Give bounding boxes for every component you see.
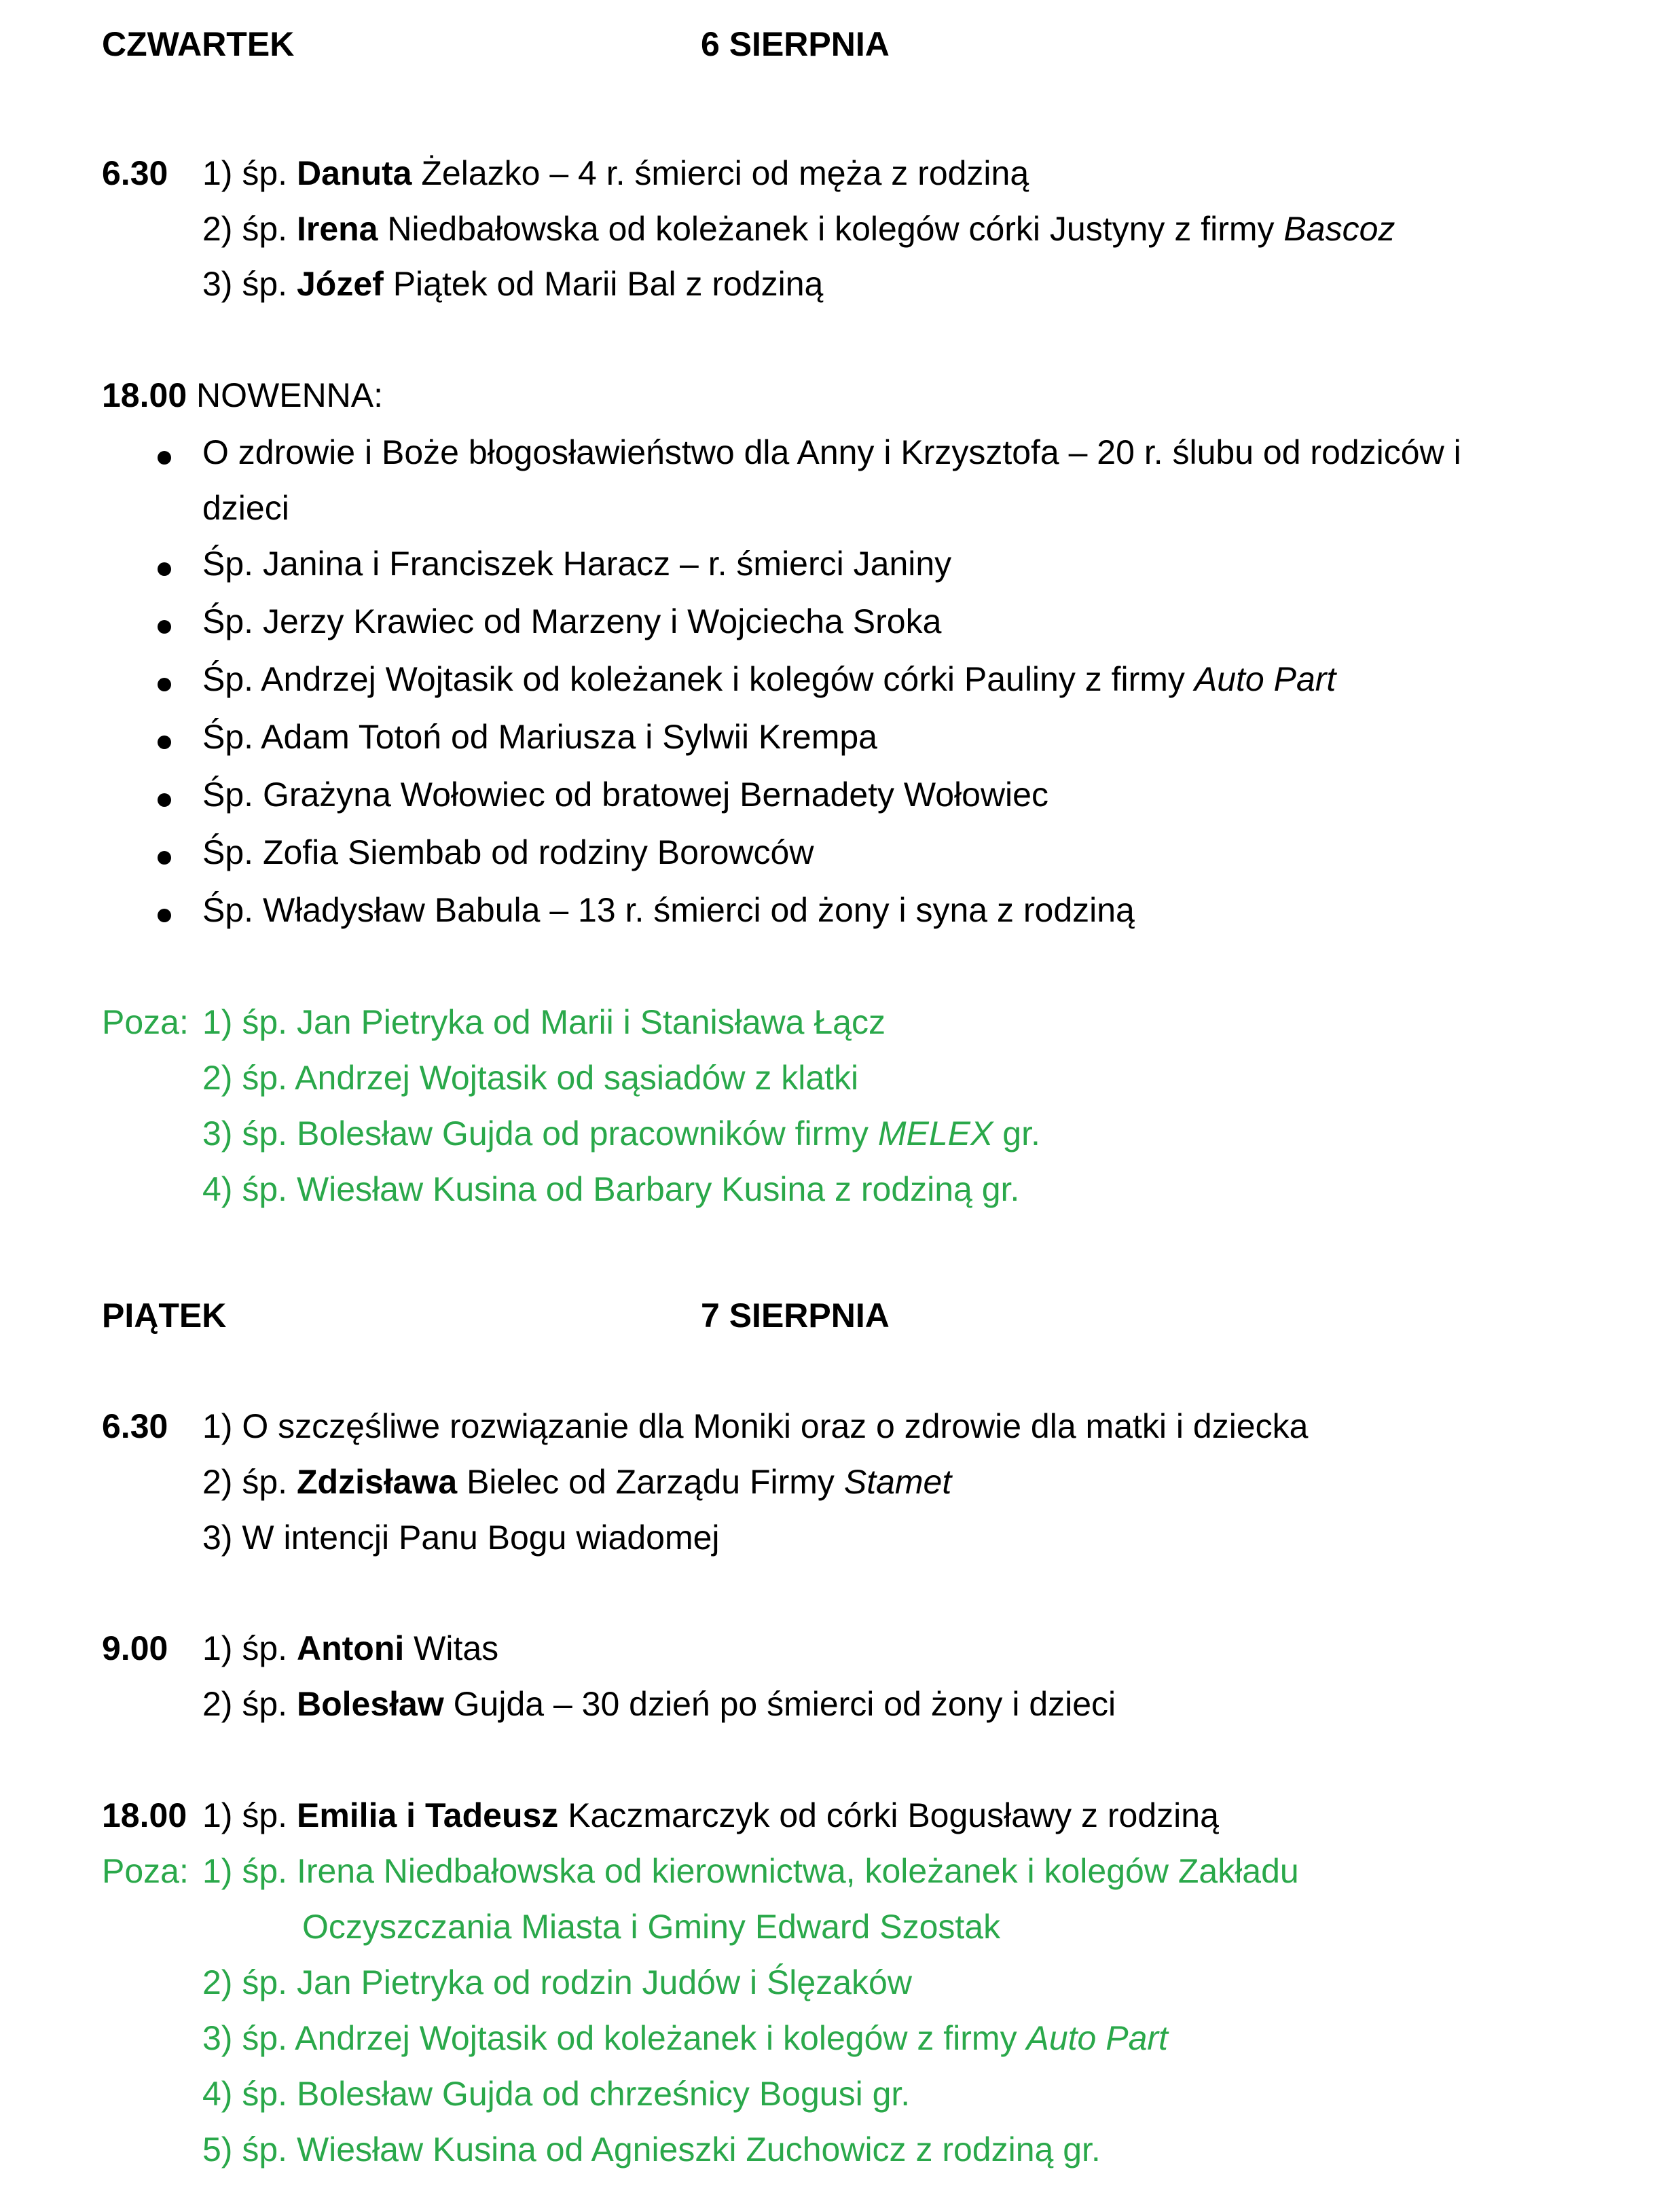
- mass-time-novena: 18.00 NOWENNA:: [102, 376, 384, 414]
- intention-line: 1) śp. Danuta Żelazko – 4 r. śmierci od męża z rodziną: [202, 154, 1029, 192]
- mass-time: 6.30: [102, 154, 168, 192]
- bullet-icon: [158, 909, 171, 922]
- novena-item: Śp. Grażyna Wołowiec od bratowej Bernadety Wołowiec: [202, 776, 1048, 814]
- intention-line: 1) O szczęśliwe rozwiązanie dla Moniki oraz o zdrowie dla matki i dziecka: [202, 1407, 1309, 1445]
- poza-item: 4) śp. Bolesław Gujda od chrześnicy Bogusi gr.: [202, 2075, 911, 2113]
- poza-item-continuation: Oczyszczania Miasta i Gminy Edward Szostak: [302, 1908, 1001, 1946]
- bullet-icon: [158, 736, 171, 749]
- bullet-icon: [158, 851, 171, 865]
- mass-time: 6.30: [102, 1407, 168, 1445]
- date-heading: 7 SIERPNIA: [701, 1296, 890, 1335]
- poza-item: 2) śp. Jan Pietryka od rodzin Judów i Ślęzaków: [202, 1963, 912, 2001]
- poza-item: 3) śp. Bolesław Gujda od pracowników firmy MELEX gr.: [202, 1114, 1040, 1153]
- poza-label: Poza:: [102, 1852, 189, 1890]
- poza-item: 4) śp. Wiesław Kusina od Barbary Kusina z rodziną gr.: [202, 1170, 1020, 1208]
- mass-time: 9.00: [102, 1629, 168, 1667]
- bullet-icon: [158, 562, 171, 576]
- bullet-icon: [158, 451, 171, 465]
- date-heading: 6 SIERPNIA: [701, 25, 890, 63]
- novena-item: Śp. Adam Totoń od Mariusza i Sylwii Krempa: [202, 718, 877, 756]
- poza-item: 2) śp. Andrzej Wojtasik od sąsiadów z klatki: [202, 1059, 859, 1097]
- poza-item: 3) śp. Andrzej Wojtasik od koleżanek i kolegów z firmy Auto Part: [202, 2019, 1168, 2057]
- novena-item: Śp. Andrzej Wojtasik od koleżanek i kolegów córki Pauliny z firmy Auto Part: [202, 660, 1336, 698]
- bullet-icon: [158, 620, 171, 634]
- intention-line: 3) śp. Józef Piątek od Marii Bal z rodziną: [202, 265, 824, 303]
- bullet-icon: [158, 678, 171, 691]
- poza-label: Poza:: [102, 1003, 189, 1041]
- intention-line: 3) W intencji Panu Bogu wiadomej: [202, 1519, 720, 1557]
- bullet-icon: [158, 793, 171, 807]
- poza-item: 1) śp. Irena Niedbałowska od kierownictwa, koleżanek i kolegów Zakładu: [202, 1852, 1299, 1890]
- intention-line: 2) śp. Zdzisława Bielec od Zarządu Firmy Stamet: [202, 1463, 952, 1501]
- poza-item: 1) śp. Jan Pietryka od Marii i Stanisława Łącz: [202, 1003, 885, 1041]
- intention-line: 1) śp. Emilia i Tadeusz Kaczmarczyk od córki Bogusławy z rodziną: [202, 1796, 1219, 1834]
- novena-item: Śp. Zofia Siembab od rodziny Borowców: [202, 833, 814, 871]
- day-heading: CZWARTEK: [102, 25, 295, 63]
- novena-item: Śp. Władysław Babula – 13 r. śmierci od żony i syna z rodziną: [202, 891, 1135, 929]
- novena-item: Śp. Jerzy Krawiec od Marzeny i Wojciecha Sroka: [202, 602, 942, 640]
- intention-line: 1) śp. Antoni Witas: [202, 1629, 499, 1667]
- day-heading: PIĄTEK: [102, 1296, 227, 1335]
- intention-line: 2) śp. Irena Niedbałowska od koleżanek i kolegów córki Justyny z firmy Bascoz: [202, 210, 1395, 248]
- intention-line: 2) śp. Bolesław Gujda – 30 dzień po śmierci od żony i dzieci: [202, 1685, 1116, 1723]
- novena-item: O zdrowie i Boże błogosławieństwo dla Anny i Krzysztofa – 20 r. ślubu od rodziców i: [202, 433, 1461, 471]
- mass-time: 18.00: [102, 1796, 187, 1834]
- novena-item: Śp. Janina i Franciszek Haracz – r. śmierci Janiny: [202, 545, 952, 583]
- poza-item: 5) śp. Wiesław Kusina od Agnieszki Zuchowicz z rodziną gr.: [202, 2130, 1101, 2169]
- novena-item-continuation: dzieci: [202, 489, 289, 527]
